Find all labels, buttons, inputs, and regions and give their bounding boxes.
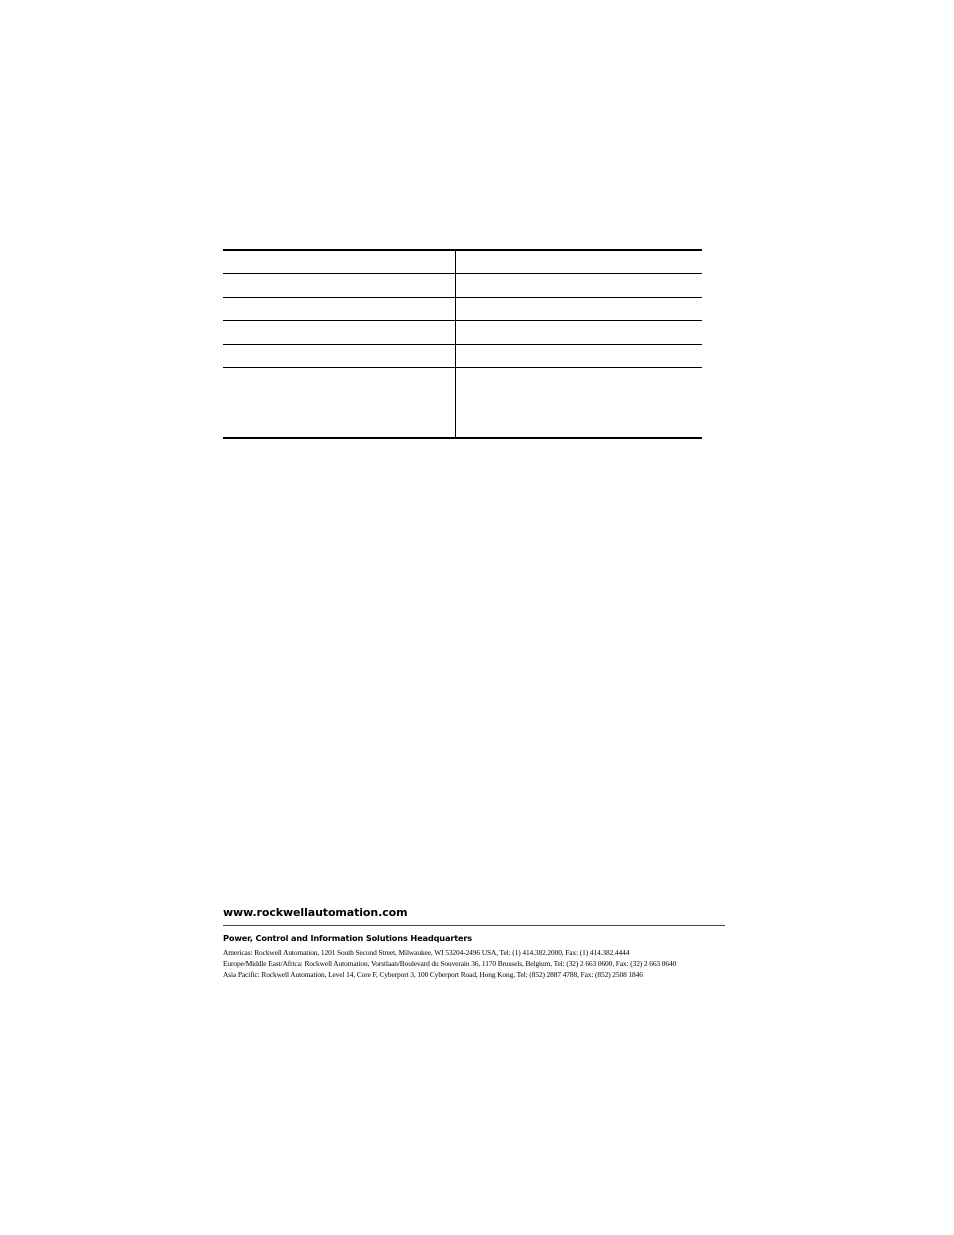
table-cell [455,321,702,345]
table-row [223,344,702,368]
table-row [223,368,702,438]
table-cell [223,250,455,274]
address-emea: Europe/Middle East/Africa: Rockwell Automation, Vorstlaan/Boulevard du Souverain 36, 1170 Brussels, Belgium, Tel: (32) 2 663 0600, Fax: (32) 2 663 0640 [223,959,677,968]
table-cell [223,297,455,321]
address-americas: Americas: Rockwell Automation, 1201 South Second Street, Milwaukee, WI 53204-2496 USA, Tel: (1) 414.382.2000, Fax: (1) 414.382.4444 [223,948,630,957]
table-row [223,274,702,298]
address-asia-pacific: Asia Pacific: Rockwell Automation, Level 14, Core F, Cyberport 3, 100 Cyberport Road, Hong Kong, Tel: (852) 2887 4788, Fax: (852) 2508 1846 [223,970,643,979]
table-cell [455,368,702,438]
table-row [223,321,702,345]
table-row [223,250,702,274]
table-cell [223,321,455,345]
table-cell [455,274,702,298]
headquarters-title: Power, Control and Information Solutions Headquarters [223,933,473,943]
website-link[interactable]: www.rockwellautomation.com [223,906,408,919]
table-cell [455,297,702,321]
table-row [223,297,702,321]
table-cell [455,344,702,368]
table-cell [223,368,455,438]
table-cell [223,344,455,368]
table-cell [223,274,455,298]
table-cell [455,250,702,274]
blank-table [223,249,702,439]
footer-divider [223,925,725,926]
